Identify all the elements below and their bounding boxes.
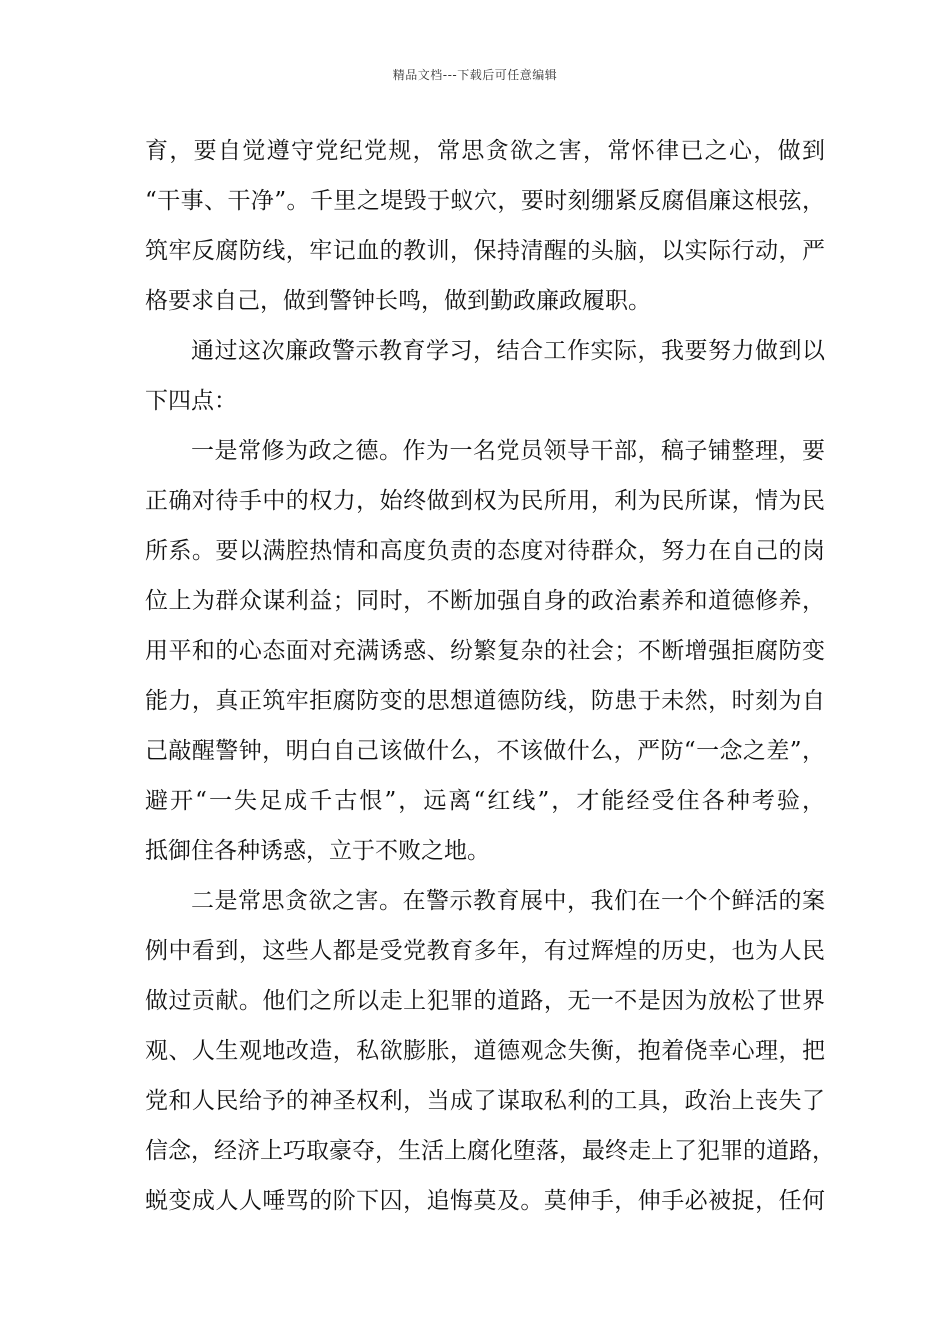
text-line: 例中看到，这些人都是受党教育多年，有过辉煌的历史，也为人民 <box>145 938 825 964</box>
text-line: 观、人生观地改造，私欲膨胀，道德观念失衡，抱着侥幸心理，把 <box>145 1038 825 1064</box>
paragraph <box>145 126 825 326</box>
text-line: 二是常思贪欲之害。在警示教育展中，我们在一个个鲜活的案 <box>191 888 825 914</box>
text-line: 育，要自觉遵守党纪党规，常思贪欲之害，常怀律已之心，做到 <box>145 138 825 164</box>
page-header: 精品文档---下载后可任意编辑 <box>392 68 558 82</box>
text-line: 筑牢反腐防线，牢记血的教训，保持清醒的头脑，以实际行动，严 <box>145 238 825 264</box>
text-line: 党和人民给予的神圣权利，当成了谋取私利的工具，政治上丧失了 <box>145 1088 825 1114</box>
text-line: 通过这次廉政警示教育学习，结合工作实际，我要努力做到以 <box>191 338 825 364</box>
text-line: 抵御住各种诱惑，立于不败之地。 <box>145 838 490 864</box>
text-line: 能力，真正筑牢拒腐防变的思想道德防线，防患于未然，时刻为自 <box>145 688 825 714</box>
text-line: 用平和的心态面对充满诱惑、纷繁复杂的社会；不断增强拒腐防变 <box>145 638 825 664</box>
text-line: 正确对待手中的权力，始终做到权为民所用，利为民所谋，情为民 <box>145 488 825 514</box>
paragraph <box>145 876 835 1226</box>
text-line: 蜕变成人人唾骂的阶下囚，追悔莫及。莫伸手，伸手必被捉，任何 <box>145 1188 825 1214</box>
text-line: 下四点： <box>145 388 237 414</box>
text-line: 所系。要以满腔热情和高度负责的态度对待群众，努力在自己的岗 <box>145 538 825 564</box>
document-body <box>145 126 835 1226</box>
text-line: 己敲醒警钟，明白自己该做什么，不该做什么，严防“一念之差”， <box>145 738 825 764</box>
text-line: 一是常修为政之德。作为一名党员领导干部，稿子铺整理，要 <box>191 438 825 464</box>
paragraph <box>145 426 825 876</box>
text-line: 位上为群众谋利益；同时，不断加强自身的政治素养和道德修养， <box>145 588 825 614</box>
paragraph <box>145 326 825 426</box>
text-line: 信念，经济上巧取豪夺，生活上腐化堕落，最终走上了犯罪的道路， <box>145 1138 835 1164</box>
text-line: 格要求自己，做到警钟长鸣，做到勤政廉政履职。 <box>145 288 651 314</box>
text-line: “干事、干净”。千里之堤毁于蚁穴，要时刻绷紧反腐倡廉这根弦， <box>145 188 825 214</box>
text-line: 做过贡献。他们之所以走上犯罪的道路，无一不是因为放松了世界 <box>145 988 825 1014</box>
text-line: 避开“一失足成千古恨”，远离“红线”，才能经受住各种考验， <box>145 788 825 814</box>
